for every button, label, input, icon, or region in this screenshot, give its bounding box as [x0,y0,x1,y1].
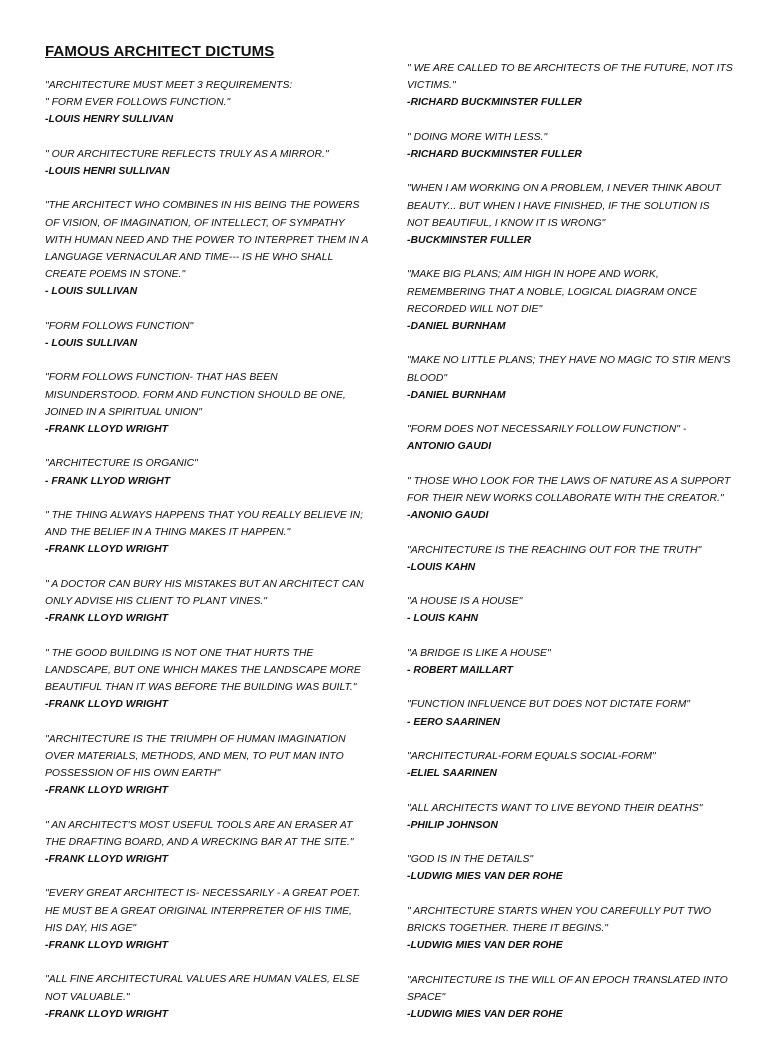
quote-text-line: BRICKS TOGETHER. THERE IT BEGINS." [407,922,608,934]
quote-text-line: " OUR ARCHITECTURE REFLECTS TRULY AS A MIRROR." [45,148,329,160]
quote-block [407,851,747,885]
quote-author: - LOUIS KAHN [407,613,478,625]
quote-author: -FRANK LLOYD WRIGHT [45,1008,168,1020]
quote-text-line: HE MUST BE A GREAT ORIGINAL INTERPRETER OF HIS TIME, [45,905,352,917]
quote-text-line: LANGUAGE VERNACULAR AND TIME--- IS HE WHO SHALL [45,252,334,263]
quote-author: ANTONIO GAUDI [407,441,492,453]
left-quote-column [45,77,375,1040]
quote-text-line: LANDSCAPE, BUT ONE WHICH MAKES THE LANDSCAPE MORE [45,664,361,676]
quote-block [407,972,747,1024]
quote-block [407,421,747,455]
quote-block [407,266,747,335]
quote-text-line: BEAUTY... BUT WHEN I HAVE FINISHED, IF THE SOLUTION IS [407,200,710,212]
quote-block [407,129,747,163]
quote-text-line: " A DOCTOR CAN BURY HIS MISTAKES BUT AN ARCHITECT CAN [45,578,364,590]
quote-author: -LUDWIG MIES VAN DER ROHE [407,940,563,952]
quote-author: - FRANK LLYOD WRIGHT [45,475,171,487]
quote-text-line: "ARCHITECTURE IS THE REACHING OUT FOR THE TRUTH" [407,544,702,556]
quote-text-line: " AN ARCHITECT'S MOST USEFUL TOOLS ARE AN ERASER AT [45,819,353,831]
quote-block [407,473,747,525]
quote-text-line: POSSESSION OF HIS OWN EARTH" [45,767,221,779]
quote-block [407,800,747,834]
quote-author: -LOUIS KAHN [407,561,476,573]
quote-text-line: "MAKE NO LITTLE PLANS; THEY HAVE NO MAGIC TO STIR MEN'S [407,355,731,367]
quote-text-line: SPACE" [407,991,446,1003]
quote-author: -FRANK LLOYD WRIGHT [45,544,168,556]
quote-text-line: NOT VALUABLE." [45,991,130,1003]
quote-block [45,645,375,714]
quote-text-line: BLOOD" [407,372,448,384]
quote-author: -ELIEL SAARINEN [407,768,497,780]
right-quote-column [407,60,747,1040]
quote-text-line: " THE THING ALWAYS HAPPENS THAT YOU REALLY BELIEVE IN; [45,509,364,521]
quote-block [45,507,375,559]
quote-author: - LOUIS SULLIVAN [45,286,138,298]
quote-block [45,576,375,628]
quote-author: -RICHARD BUCKMINSTER FULLER [407,149,582,160]
quote-text-line: "FUNCTION INFLUENCE BUT DOES NOT DICTATE FORM" [407,699,690,711]
quote-block [407,748,747,782]
quote-text-line: JOINED IN A SPIRITUAL UNION" [45,406,202,418]
quote-author: -FRANK LLOYD WRIGHT [45,699,168,711]
quote-author: -BUCKMINSTER FULLER [407,235,532,246]
quote-author: -RICHARD BUCKMINSTER FULLER [407,97,582,109]
quote-text-line: REMEMBERING THAT A NOBLE, LOGICAL DIAGRAM ONCE [407,286,697,298]
quote-block [407,696,747,730]
quote-text-line: "ARCHITECTURE IS THE TRIUMPH OF HUMAN IMAGINATION [45,733,346,745]
quote-block [407,180,747,249]
quote-author: -DANIEL BURNHAM [407,321,506,332]
quote-text-line: "FORM FOLLOWS FUNCTION" [45,320,194,332]
quote-text-line: "THE ARCHITECT WHO COMBINES IN HIS BEING THE POWERS [45,200,360,212]
quote-author: -ANONIO GAUDI [407,510,489,522]
quote-author: -FRANK LLOYD WRIGHT [45,939,168,951]
quote-author: -LUDWIG MIES VAN DER ROHE [407,1008,563,1020]
quote-block [407,60,747,112]
quote-text-line: "ARCHITECTURE IS ORGANIC" [45,458,198,470]
quote-author: -FRANK LLOYD WRIGHT [45,853,168,865]
quote-text-line: "ALL FINE ARCHITECTURAL VALUES ARE HUMAN VALES, ELSE [45,974,360,986]
quote-text-line: "FORM DOES NOT NECESSARILY FOLLOW FUNCTION" - [407,424,687,436]
quote-block [45,971,375,1023]
quote-block [45,197,375,300]
quote-text-line: "EVERY GREAT ARCHITECT IS- NECESSARILY - A GREAT POET. [45,888,361,900]
quote-block [45,369,375,438]
quote-text-line: "ARCHITECTURAL-FORM EQUALS SOCIAL-FORM" [407,750,656,762]
quote-text-line: FOR THEIR NEW WORKS COLLABORATE WITH THE CREATOR." [407,492,724,504]
quote-author: -PHILIP JOHNSON [407,819,498,831]
quote-author: -FRANK LLOYD WRIGHT [45,424,168,435]
quote-text-line: " THOSE WHO LOOK FOR THE LAWS OF NATURE AS A SUPPORT [407,475,731,487]
quote-text-line: " FORM EVER FOLLOWS FUNCTION." [45,97,231,109]
quote-text-line: WITH HUMAN NEED AND THE POWER TO INTERPRET THEM IN A [45,234,369,246]
quote-text-line: BEAUTIFUL THAN IT WAS BEFORE THE BUILDING WAS BUILT." [45,681,357,693]
quote-author: -FRANK LLOYD WRIGHT [45,785,168,797]
quote-text-line: "FORM FOLLOWS FUNCTION- THAT HAS BEEN [45,372,278,384]
quote-text-line: VICTIMS." [407,80,456,92]
quote-text-line: MISUNDERSTOOD. FORM AND FUNCTION SHOULD BE ONE, [45,389,346,401]
quote-author: -FRANK LLOYD WRIGHT [45,613,168,625]
quote-block [45,885,375,954]
quote-text-line: "A HOUSE IS A HOUSE" [407,596,523,608]
quote-text-line: "ARCHITECTURE IS THE WILL OF AN EPOCH TRANSLATED INTO [407,974,728,986]
quote-block [45,731,375,800]
quote-text-line: OF VISION, OF IMAGINATION, OF INTELLECT, OF SYMPATHY [45,217,345,229]
quote-author: - LOUIS SULLIVAN [45,338,138,349]
quote-text-line: "GOD IS IN THE DETAILS" [407,854,534,866]
quote-text-line: NOT BEAUTIFUL, I KNOW IT IS WRONG" [407,217,606,229]
page-title: FAMOUS ARCHITECT DICTUMS [45,43,275,60]
quote-author: - ROBERT MAILLART [407,664,513,676]
quote-text-line: " DOING MORE WITH LESS." [407,131,548,143]
quote-block [407,593,747,627]
quote-author: - EERO SAARINEN [407,716,500,728]
quote-author: -LOUIS HENRI SULLIVAN [45,166,170,177]
quote-text-line: "ALL ARCHITECTS WANT TO LIVE BEYOND THEIR DEATHS" [407,802,703,814]
quote-text-line: "A BRIDGE IS LIKE A HOUSE" [407,647,551,659]
quote-block [407,352,747,404]
quote-author: -LOUIS HENRY SULLIVAN [45,114,174,126]
quote-block [407,542,747,576]
quote-author: -LUDWIG MIES VAN DER ROHE [407,871,563,883]
quote-text-line: AND THE BELIEF IN A THING MAKES IT HAPPEN." [45,527,291,539]
quote-text-line: "WHEN I AM WORKING ON A PROBLEM, I NEVER THINK ABOUT [407,183,721,195]
quote-text-line: " WE ARE CALLED TO BE ARCHITECTS OF THE FUTURE, NOT ITS [407,63,733,74]
quote-text-line: "MAKE BIG PLANS; AIM HIGH IN HOPE AND WORK, [407,269,659,281]
quote-author: -DANIEL BURNHAM [407,389,506,401]
quote-block [45,318,375,352]
quote-text-line: HIS DAY, HIS AGE" [45,922,137,934]
quote-text-line: " THE GOOD BUILDING IS NOT ONE THAT HURTS THE [45,647,314,659]
quote-text-line: THE DRAFTING BOARD, AND A WRECKING BAR AT THE SITE." [45,836,354,848]
quote-text-line: RECORDED WILL NOT DIE" [407,303,543,315]
quote-block [45,77,375,129]
quote-block [407,903,747,955]
quote-text-line: "ARCHITECTURE MUST MEET 3 REQUIREMENTS: [45,80,293,91]
quote-block [407,645,747,679]
quote-block [45,146,375,180]
quote-text-line: ONLY ADVISE HIS CLIENT TO PLANT VINES." [45,595,267,607]
quote-block [45,817,375,869]
quote-block [45,455,375,489]
quote-text-line: CREATE POEMS IN STONE." [45,269,186,281]
quote-text-line: " ARCHITECTURE STARTS WHEN YOU CAREFULLY PUT TWO [407,905,712,917]
quote-text-line: OVER MATERIALS, METHODS, AND MEN, TO PUT MAN INTO [45,750,344,762]
